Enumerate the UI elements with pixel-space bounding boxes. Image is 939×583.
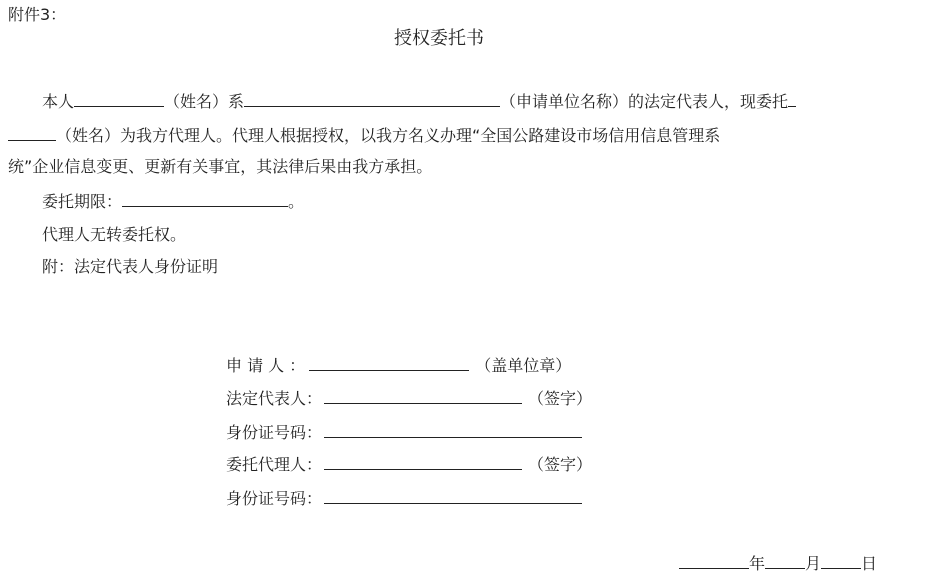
month-label: 月 [805, 554, 822, 573]
attachment-note: 附：法定代表人身份证明 [42, 257, 219, 276]
body-line-2 [8, 124, 720, 147]
body-line-3: 统”企业信息变更、更新有关事宜，其法律后果由我方承担。 [8, 157, 433, 176]
agent-name-blank[interactable] [788, 90, 796, 107]
agent-label: 委托代理人： [226, 455, 323, 474]
id-blank-2[interactable] [324, 487, 582, 504]
date-row [679, 552, 877, 575]
body-text: （姓名）为我方代理人。代理人根据授权，以我方名义办理“全国公路建设市场信用信息管理系 [56, 126, 721, 145]
legal-rep-note: （签字） [528, 389, 593, 408]
agent-name-blank-cont[interactable] [8, 124, 56, 141]
body-text: （姓名）系 [164, 92, 245, 111]
id-blank-1[interactable] [324, 421, 582, 438]
term-line [42, 190, 304, 213]
term-blank[interactable] [122, 190, 288, 207]
id-row-2 [226, 487, 582, 510]
attachment-label: 附件3： [8, 5, 67, 24]
company-name-blank[interactable] [244, 90, 500, 107]
no-transfer-line: 代理人无转委托权。 [42, 225, 187, 244]
year-label: 年 [749, 554, 766, 573]
agent-note: （签字） [528, 455, 593, 474]
legal-rep-blank[interactable] [324, 387, 522, 404]
applicant-row [226, 354, 571, 377]
document-title: 授权委托书 [394, 28, 484, 49]
name-blank[interactable] [74, 90, 164, 107]
agent-row [226, 453, 592, 476]
term-end: 。 [288, 192, 305, 211]
month-blank[interactable] [765, 552, 805, 569]
day-blank[interactable] [821, 552, 861, 569]
id-row-1 [226, 421, 582, 444]
agent-blank[interactable] [324, 453, 522, 470]
body-line-1 [42, 90, 796, 113]
applicant-note: （盖单位章） [475, 356, 572, 375]
applicant-blank[interactable] [309, 354, 469, 371]
id-label: 身份证号码： [226, 489, 323, 508]
legal-rep-row [226, 387, 592, 410]
body-text: 本人 [42, 92, 75, 111]
term-label: 委托期限： [42, 192, 123, 211]
id-label: 身份证号码： [226, 423, 323, 442]
year-blank[interactable] [679, 552, 749, 569]
legal-rep-label: 法定代表人： [226, 389, 323, 408]
applicant-label: 申 请 人 ： [226, 356, 306, 375]
body-text: （申请单位名称）的法定代表人，现委托 [500, 92, 789, 111]
day-label: 日 [861, 554, 878, 573]
